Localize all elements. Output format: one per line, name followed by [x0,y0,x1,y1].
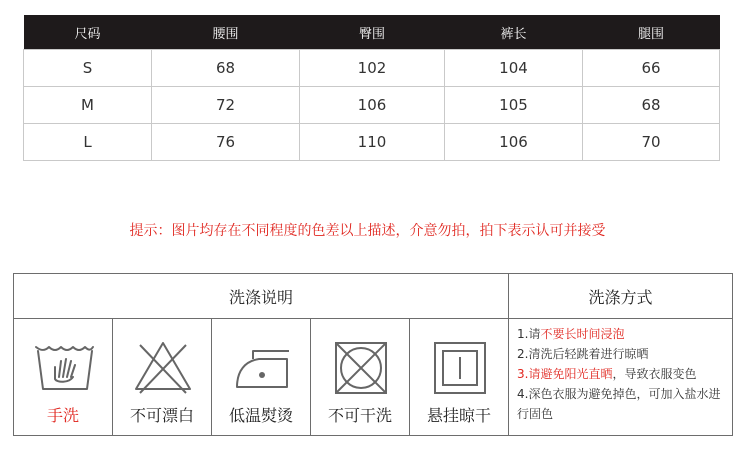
care-item-no-bleach [113,319,212,435]
table-row [24,87,720,124]
cell-hip: 110 [300,124,445,161]
cell-thigh: 70 [583,124,720,161]
table-row [24,124,720,161]
low-iron-label: 低温熨烫 [228,406,293,425]
care-item-low-iron [212,319,311,435]
cell-size: L [24,124,152,161]
no-bleach-label: 不可漂白 [129,406,194,425]
table-row [24,50,720,87]
care-icons-row [14,319,509,435]
low-iron-icon [231,337,293,399]
cell-hip: 102 [300,50,445,87]
wash-method-title: 洗涤方式 [509,274,732,319]
hang-dry-icon [429,337,491,399]
cell-thigh: 68 [583,87,720,124]
tip-4: 4.深色衣服为避免掉色，可加入盐水进行固色 [517,387,721,421]
header-size: 尺码 [24,15,152,50]
cell-hip: 106 [300,87,445,124]
color-difference-notice: 提示：图片均存在不同程度的色差以上描述，介意勿拍，拍下表示认可并接受 [129,223,606,239]
header-thigh: 腿围 [583,15,720,50]
tip-1-prefix: 1.请 [517,327,541,341]
no-dry-clean-label: 不可干洗 [327,406,392,425]
tip-1 [517,324,729,344]
care-item-hang-dry [410,319,509,435]
cell-size: M [24,87,152,124]
header-length: 裤长 [445,15,583,50]
hand-wash-label: 手洗 [46,406,79,425]
size-table [23,15,720,161]
cell-waist: 76 [152,124,300,161]
no-bleach-icon [132,337,194,399]
header-waist: 腰围 [152,15,300,50]
cell-length: 106 [445,124,583,161]
tip-1-highlight: 不要长时间浸泡 [540,327,625,341]
tip-3-rest: ，导致衣服变色 [612,367,697,381]
tip-3 [517,364,729,384]
care-item-hand-wash [14,319,113,435]
tip-3-highlight: 3.请避免阳光直晒 [517,367,613,381]
hang-dry-label: 悬挂晾干 [426,406,491,425]
wash-instructions-box [13,273,733,436]
cell-thigh: 66 [583,50,720,87]
cell-length: 104 [445,50,583,87]
cell-waist: 68 [152,50,300,87]
no-dry-clean-icon [330,337,392,399]
wash-instructions-title: 洗涤说明 [14,274,509,319]
wash-tips [517,324,729,424]
cell-length: 105 [445,87,583,124]
cell-size: S [24,50,152,87]
hand-wash-icon [33,337,95,399]
header-hip: 臀围 [300,15,445,50]
care-item-no-dry-clean [311,319,410,435]
cell-waist: 72 [152,87,300,124]
tip-2: 2.清洗后轻跳着进行晾晒 [517,347,649,361]
size-table-header [24,15,720,50]
